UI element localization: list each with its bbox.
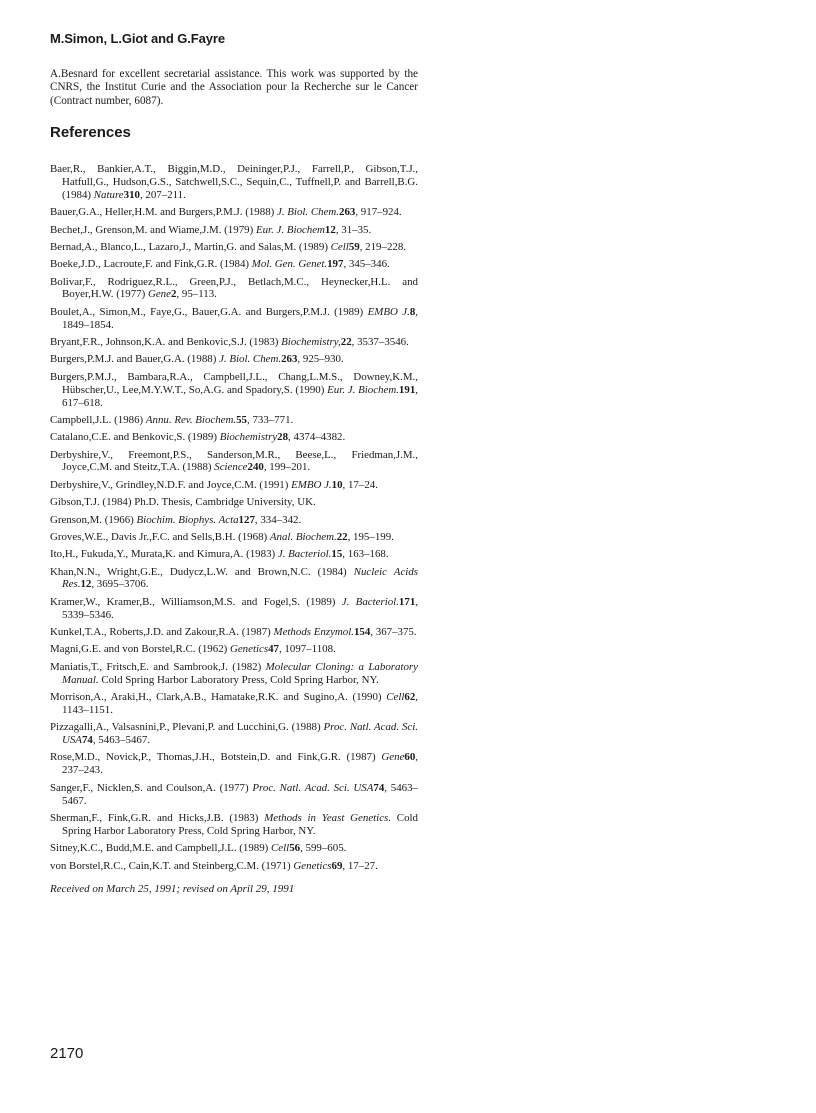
reference-authors: Bryant,F.R., Johnson,K.A. and Benkovic,S.J. (1983)	[50, 336, 282, 349]
reference-journal: Annu. Rev. Biochem.	[145, 413, 237, 426]
reference-journal: Methods Enzymol.	[273, 626, 354, 639]
reference-volume: 69	[331, 859, 343, 872]
reference-list	[50, 163, 418, 877]
reference-authors: Pizzagalli,A., Valsasnini,P., Plevani,P. and Lucchini,G. (1988)	[50, 721, 324, 734]
reference-volume: 22	[340, 336, 352, 349]
reference-volume: 15	[331, 548, 343, 561]
reference-authors: Sanger,F., Nicklen,S. and Coulson,A. (1977)	[50, 781, 253, 794]
reference-item	[50, 224, 418, 237]
reference-volume: 10	[331, 478, 343, 491]
reference-volume: 22	[336, 530, 348, 543]
reference-item	[50, 721, 418, 747]
reference-item	[50, 860, 418, 873]
reference-item	[50, 548, 418, 561]
reference-volume: 310	[123, 188, 140, 201]
reference-pages: , 733–771.	[247, 413, 294, 426]
reference-pages: , 599–605.	[300, 842, 347, 855]
reference-pages: , 31–35.	[335, 223, 372, 236]
reference-item	[50, 449, 418, 475]
reference-pages: , 237–243.	[62, 751, 418, 777]
reference-volume: 8	[409, 305, 416, 318]
reference-volume: 171	[398, 595, 416, 608]
reference-pages: , 917–924.	[355, 206, 402, 219]
reference-item	[50, 626, 418, 639]
reference-volume: 154	[353, 626, 371, 639]
reference-authors: Maniatis,T., Fritsch,E. and Sambrook,J. (1982)	[50, 660, 266, 673]
reference-volume: 12	[80, 578, 92, 591]
reference-authors: Sitney,K.C., Budd,M.E. and Campbell,J.L. (1989)	[50, 842, 272, 855]
reference-item	[50, 514, 418, 527]
reference-volume: 28	[277, 431, 289, 444]
reference-authors: Burgers,P.M.J., Bambara,R.A., Campbell,J.L., Chang,L.M.S., Downey,K.M., Hübscher,U., Lee,M.Y.W.T., So,A.G. and Spadory,S. (1990)	[50, 370, 418, 396]
reference-journal: Cell	[386, 690, 405, 703]
reference-item	[50, 479, 418, 492]
reference-pages: , 617–618.	[62, 383, 418, 409]
reference-authors: Bauer,G.A., Heller,H.M. and Burgers,P.M.J. (1988)	[50, 206, 277, 219]
reference-authors: Khan,N.N., Wright,G.E., Dudycz,L.W. and Brown,N.C. (1984)	[50, 565, 354, 578]
received-date: Received on March 25, 1991; revised on April 29, 1991	[50, 883, 295, 895]
reference-volume: 56	[289, 842, 301, 855]
reference-authors: Campbell,J.L. (1986)	[50, 413, 146, 426]
reference-pages: , 199–201.	[263, 461, 311, 474]
reference-pages: , 334–342.	[254, 513, 302, 526]
reference-item	[50, 496, 418, 509]
reference-journal: Proc. Natl. Acad. Sci. USA	[62, 721, 418, 747]
reference-item	[50, 206, 418, 219]
reference-authors: Bechet,J., Grenson,M. and Wiame,J.M. (1979)	[50, 223, 256, 236]
reference-pages: , 5463–5467.	[62, 781, 418, 807]
reference-authors: Bolivar,F., Rodriguez,R.L., Green,P.J., Betlach,M.C., Heynecker,H.L. and Boyer,H.W. (1977)	[50, 275, 418, 301]
references-heading: References	[50, 124, 131, 141]
reference-authors: Magni,G.E. and von Borstel,R.C. (1962)	[50, 643, 230, 656]
reference-authors: Derbyshire,V., Freemont,P.S., Sanderson,M.R., Beese,L., Friedman,J.M., Joyce,C.M. and Steitz,T.A. (1988)	[50, 448, 418, 474]
reference-journal: J. Bacteriol.	[277, 548, 332, 561]
reference-volume: 55	[236, 413, 247, 426]
reference-journal: Biochim. Biophys. Acta	[136, 513, 239, 526]
acknowledgement-text: A.Besnard for excellent secretarial assistance. This work was supported by the CNRS, the Institut Curie and the Association pour la Recherche sur le Cancer (Contract number, 6087).	[50, 68, 418, 107]
reference-item	[50, 566, 418, 592]
reference-item	[50, 643, 418, 656]
reference-journal: Eur. J. Biochem.	[327, 383, 399, 396]
reference-pages: , 1097–1108.	[278, 643, 336, 656]
reference-item	[50, 306, 418, 332]
reference-authors: Sherman,F., Fink,G.R. and Hicks,J.B. (1983)	[50, 811, 265, 824]
reference-journal: J. Bacteriol.	[341, 595, 399, 608]
reference-authors: Morrison,A., Araki,H., Clark,A.B., Hamatake,R.K. and Sugino,A. (1990)	[50, 690, 387, 703]
reference-pages: , 17–27.	[342, 859, 378, 872]
reference-volume: 74	[81, 734, 93, 747]
reference-authors: Burgers,P.M.J. and Bauer,G.A. (1988)	[50, 353, 220, 366]
reference-journal: J. Biol. Chem.	[277, 206, 340, 219]
reference-item	[50, 371, 418, 410]
reference-volume: 240	[247, 461, 264, 474]
reference-item	[50, 782, 418, 808]
reference-journal: Nature	[93, 188, 124, 201]
reference-authors: Rose,M.D., Novick,P., Thomas,J.H., Botstein,D. and Fink,G.R. (1987)	[50, 751, 382, 764]
reference-volume: 60	[404, 751, 416, 764]
reference-pages: , 195–199.	[347, 530, 394, 543]
reference-journal: Gene	[147, 288, 171, 301]
reference-pages: , 4374–4382.	[288, 431, 346, 444]
reference-journal: Genetics	[229, 643, 269, 656]
reference-pages: , 3537–3546.	[351, 336, 409, 349]
reference-volume: 263	[339, 206, 356, 219]
reference-journal: Eur. J. Biochem	[255, 223, 325, 236]
reference-authors: Grenson,M. (1966)	[50, 513, 137, 526]
reference-journal: J. Biol. Chem.	[219, 353, 282, 366]
reference-journal: EMBO J.	[367, 305, 410, 318]
reference-item	[50, 531, 418, 544]
reference-journal: Science	[214, 461, 248, 474]
reference-pages: , 5339–5346.	[62, 595, 418, 621]
reference-authors: Boulet,A., Simon,M., Faye,G., Bauer,G.A. and Burgers,P.M.J. (1989)	[50, 305, 368, 318]
reference-journal: Methods in Yeast Genetics.	[264, 811, 391, 824]
reference-volume: 47	[268, 643, 279, 656]
reference-pages: Cold Spring Harbor Laboratory Press, Cold Spring Harbor, NY.	[62, 811, 418, 837]
reference-pages: , 163–168.	[342, 548, 389, 561]
reference-journal: Biochemistry,	[281, 336, 341, 349]
reference-item	[50, 661, 418, 687]
reference-item	[50, 336, 418, 349]
reference-item	[50, 596, 418, 622]
reference-pages: Cold Spring Harbor Laboratory Press, Cold Spring Harbor, NY.	[98, 673, 379, 686]
reference-journal: EMBO J.	[291, 478, 332, 491]
page-number: 2170	[50, 1045, 84, 1062]
reference-authors: Kramer,W., Kramer,B., Williamson,M.S. and Fogel,S. (1989)	[50, 595, 342, 608]
reference-item	[50, 258, 418, 271]
reference-authors: Kunkel,T.A., Roberts,J.D. and Zakour,R.A. (1987)	[50, 626, 274, 639]
reference-journal: Mol. Gen. Genet.	[251, 258, 328, 271]
running-header-authors: M.Simon, L.Giot and G.Fayre	[50, 31, 225, 46]
reference-pages: , 1849–1854.	[62, 305, 418, 331]
reference-journal: Gene	[381, 751, 405, 764]
reference-authors: Catalano,C.E. and Benkovic,S. (1989)	[50, 431, 220, 444]
reference-volume: 191	[398, 383, 416, 396]
reference-item	[50, 751, 418, 777]
reference-pages: , 1143–1151.	[62, 690, 418, 716]
reference-pages: , 95–113.	[176, 288, 217, 301]
reference-authors: Derbyshire,V., Grindley,N.D.F. and Joyce,C.M. (1991)	[50, 478, 292, 491]
reference-item	[50, 691, 418, 717]
reference-pages: , 219–228.	[359, 240, 407, 253]
reference-volume: 62	[404, 690, 416, 703]
reference-item	[50, 353, 418, 366]
reference-pages: , 207–211.	[139, 188, 186, 201]
reference-pages: , 925–930.	[297, 353, 344, 366]
reference-authors: Ito,H., Fukuda,Y., Murata,K. and Kimura,A. (1983)	[50, 548, 278, 561]
reference-journal: Molecular Cloning: a Laboratory Manual.	[62, 660, 418, 686]
reference-journal: Nucleic Acids Res.	[62, 565, 418, 591]
reference-volume: 263	[281, 353, 298, 366]
reference-journal: Proc. Natl. Acad. Sci. USA	[252, 781, 374, 794]
reference-pages: , 17–24.	[342, 478, 378, 491]
reference-item	[50, 842, 418, 855]
reference-authors: Bernad,A., Blanco,L., Lazaro,J., Martin,G. and Salas,M. (1989)	[50, 240, 331, 253]
reference-item	[50, 163, 418, 202]
reference-journal: Cell	[271, 842, 290, 855]
reference-item	[50, 276, 418, 302]
reference-authors: Gibson,T.J. (1984) Ph.D. Thesis, Cambridge University, UK.	[50, 496, 316, 509]
reference-item	[50, 431, 418, 444]
reference-journal: Genetics	[293, 859, 332, 872]
reference-authors: Baer,R., Bankier,A.T., Biggin,M.D., Deininger,P.J., Farrell,P., Gibson,T.J., Hatfull,G., Hudson,G.S., Satchwell,S.C., Sequin,C., Tuffnell,P. and Barrell,B.G. (1984)	[50, 163, 418, 201]
reference-pages: , 3695–3706.	[91, 578, 149, 591]
reference-authors: Groves,W.E., Davis Jr.,F.C. and Sells,B.H. (1968)	[50, 530, 270, 543]
reference-volume: 74	[373, 781, 385, 794]
reference-pages: , 5463–5467.	[92, 734, 151, 747]
reference-journal: Anal. Biochem.	[269, 530, 337, 543]
reference-journal: Biochemistry	[219, 431, 278, 444]
reference-item	[50, 414, 418, 427]
reference-volume: 127	[238, 513, 255, 526]
reference-authors: von Borstel,R.C., Cain,K.T. and Steinberg,C.M. (1971)	[50, 859, 294, 872]
reference-volume: 197	[327, 258, 344, 271]
reference-volume: 12	[324, 223, 336, 236]
reference-journal: Cell	[330, 240, 349, 253]
reference-pages: , 367–375.	[370, 626, 417, 639]
reference-volume: 59	[348, 240, 360, 253]
reference-volume: 2	[170, 288, 177, 301]
reference-item	[50, 812, 418, 838]
reference-pages: , 345–346.	[343, 258, 390, 271]
reference-authors: Boeke,J.D., Lacroute,F. and Fink,G.R. (1984)	[50, 258, 252, 271]
reference-item	[50, 241, 418, 254]
